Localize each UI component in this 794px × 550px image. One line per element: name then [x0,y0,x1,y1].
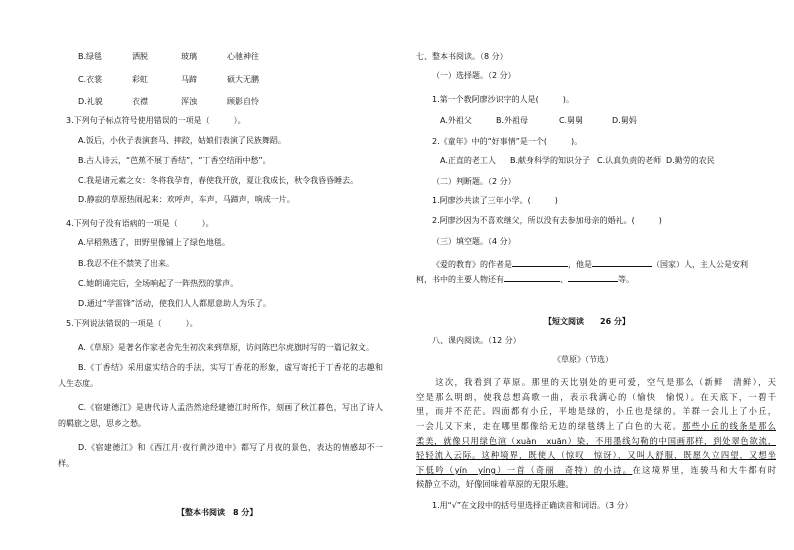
part2-question-1: 1.阿廖沙共读了三年小学。( ) [432,196,558,205]
option-word: 衣襟 [132,97,148,106]
passage-text: 在这境界里，连骏马和大牛都有时 [632,465,776,475]
option-label: B.绿毯 [78,52,103,61]
part1-question-2: 2.《童年》中的“好事情”是一个( )。 [432,137,583,146]
question-5-option: B.《丁香结》采用虚实结合的手法，实写丁香花的形象，虚写寄托于丁香花的志趣和 [78,363,383,372]
passage-text: 空是那么明朗，使我总想高歌一曲，表示我满心的（愉快 愉悦）。在天底下，一碧千 [416,392,776,402]
part1-question-1: 1.第一个教阿廖沙识字的人是( )。 [432,95,574,104]
option: B.外祖母 [496,116,529,125]
option: A.外祖父 [440,116,472,125]
question-4-option: D.通过“学雷锋”活动，使我们人人都愿意助人为乐了。 [78,299,271,308]
option-word: 顾影自怜 [227,97,259,106]
part-1-title: （一）选择题。（2 分） [432,71,516,80]
question-5-option-cont: 人生态度。 [58,379,98,388]
underlined-text: 柔美，就像只用绿色渲（xuàn xuān）染，不用墨线勾勒的中国画那样，到处翠色欲流， [416,436,776,446]
underlined-text: 轻轻流入云际。这种境界，既使人（惊叹 惊讶），又叫人舒服，既愿久立四望，又想坐 [416,450,776,460]
option-label: C.衣裳 [78,75,103,84]
text: （国家）人，主人公是安利 [652,260,748,269]
text: ，他是 [568,260,592,269]
fill-in-line-1 [432,258,748,270]
passage-line [416,479,574,489]
option-word: 玻璃 [181,52,197,61]
text: 《爱的教育》的作者是 [432,260,512,269]
question-3-option: A.饭后，小伙子表演套马、摔跤，姑娘们表演了民族舞蹈。 [78,136,286,145]
passage-text: 一会儿又下来，走在哪里都像给无边的绿毯绣上了白色的大花。 [416,421,683,431]
option-word: 心驰神往 [227,52,259,61]
fill-in-line-2 [416,273,634,285]
passage-line [416,421,776,431]
passage-line [416,377,776,387]
question-5-option-cont: 的羁旅之思，思乡之愁。 [58,419,146,428]
question-8-title: 八、课内阅读。（12 分） [432,336,521,345]
question-7-title: 七、整本书阅读。（8 分） [416,52,508,61]
question-3-option: C.我是诸元素之女：冬将我孕育，春使我开放，夏让我成长，秋令我昏昏睡去。 [78,176,359,185]
passage-line [416,392,776,402]
answer-blank[interactable] [512,258,568,267]
option: C.舅舅 [559,116,584,125]
option-word: 马蹄 [181,75,197,84]
passage-line [416,450,776,460]
question-5-option-cont: 样。 [58,459,74,468]
option: B.献身科学的知识分子 [510,156,591,165]
option-word: 浑浊 [181,97,197,106]
option-word: 硕大无鹏 [227,75,259,84]
text: 、 [560,275,568,284]
passage-line [416,465,776,475]
question-4-option: B.我忍不住不禁笑了出来。 [78,259,175,268]
option: D.勤劳的农民 [666,156,715,165]
underlined-text: 下低吟（yín yíng）一首（奇丽 奇特）的小诗。 [416,465,633,475]
option-word: 洒脱 [132,52,148,61]
passage-text: 里，而并不茫茫。四面都有小丘，平地是绿的，小丘也是绿的。羊群一会儿上了小丘， [416,406,776,416]
question-3-stem: 3.下列句子标点符号使用错误的一项是（ ）。 [66,116,246,125]
passage-title: 《草原》（节选） [553,355,613,364]
passage-line [416,406,776,416]
answer-blank[interactable] [592,258,652,267]
answer-blank[interactable] [504,273,560,282]
answer-blank[interactable] [568,273,618,282]
part-2-title: （二）判断题。（2 分） [432,177,516,186]
section-heading-whole-book: 【整本书阅读 8 分】 [177,508,258,517]
question-3-option: D.静寂的草原热闹起来：欢呼声，车声，马蹄声，响成一片。 [78,195,295,204]
question-5-option: A.《草原》是著名作家老舍先生初次来到草原，访问陈巴尔虎旗时写的一篇记叙文。 [78,343,374,352]
option: A.正直的老工人 [440,156,496,165]
question-8-1: 1.用“√”在文段中的括号里选择正确读音和词语。（3 分） [432,501,633,510]
passage-text: 候静立不动，好像回味着草原的无限乐趣。 [416,479,574,489]
question-4-option: A.早稻熟透了，田野里像铺上了绿色地毯。 [78,238,230,247]
underlined-text: 那些小丘的线条是那么 [682,421,776,431]
question-5-option: D.《宿建德江》和《西江月·夜行黄沙道中》都写了月夜的景色，表达的情感却不一 [78,443,383,452]
part-3-title: （三）填空题。（4 分） [432,237,516,246]
option-label: D.礼貌 [78,97,103,106]
question-4-stem: 4.下列句子没有语病的一项是（ ）。 [66,219,214,228]
part2-question-2: 2.阿廖沙因为不喜欢继父，所以没有去参加母亲的婚礼。( ) [432,216,662,225]
section-heading-short-reading: 【短文阅读 26 分】 [544,317,630,326]
question-4-option: C.她朗诵完后，全场响起了一阵热烈的掌声。 [78,279,239,288]
passage-line [416,436,776,446]
passage-text: 这次，我看到了草原。那里的天比别处的更可爱，空气是那么（新鲜 清鲜），天 [416,377,776,387]
option: C.认真负责的老师 [597,156,662,165]
text: 柯，书中的主要人物还有 [416,275,504,284]
question-5-stem: 5.下列说法错误的一项是（ ）。 [66,319,198,328]
question-3-option: B.古人诗云，“芭蕉不展丁香结”，“丁香空结雨中愁”。 [78,156,271,165]
option: D.舅妈 [612,116,637,125]
text: 等。 [618,275,634,284]
question-5-option: C.《宿建德江》是唐代诗人孟浩然途经建德江时所作，刻画了秋江暮色，写出了诗人 [78,403,383,412]
option-word: 彩虹 [132,75,148,84]
